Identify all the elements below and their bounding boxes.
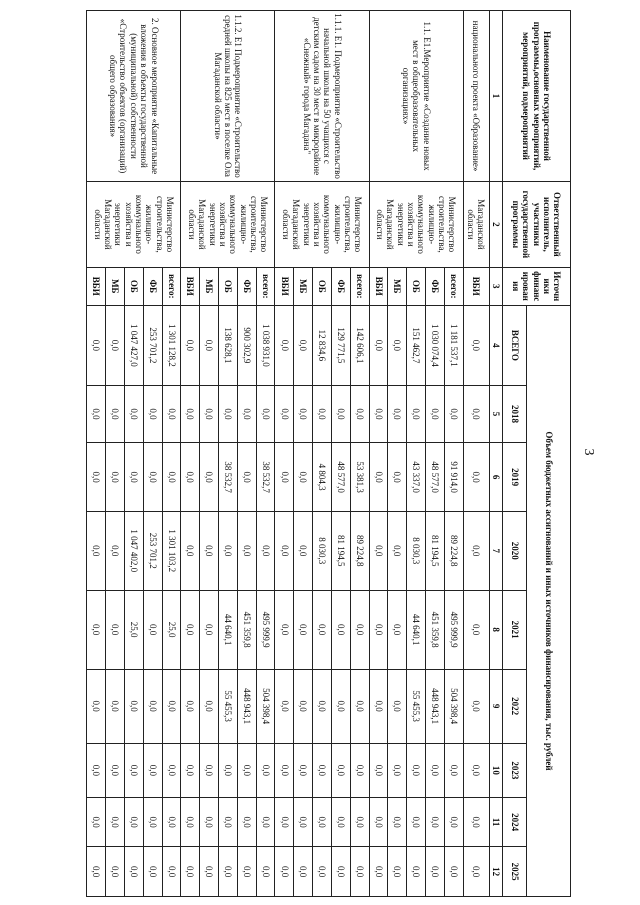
value-year: 0,0: [313, 743, 332, 797]
value-year: 0,0: [219, 511, 238, 590]
value-year: 0,0: [87, 511, 106, 590]
value-year: 55 455,3: [407, 669, 426, 743]
value-year: 0,0: [426, 847, 445, 897]
value-year: 0,0: [87, 590, 106, 669]
value-year: 0,0: [181, 847, 200, 897]
value-year: 0,0: [162, 743, 181, 797]
value-total: 253 701,2: [143, 305, 162, 385]
value-year: 0,0: [407, 385, 426, 442]
value-year: 0,0: [369, 797, 388, 847]
value-year: 89 224,8: [350, 511, 369, 590]
header-column-index: 3: [489, 267, 502, 305]
value-year: 0,0: [256, 797, 275, 847]
value-year: 0,0: [181, 443, 200, 512]
header-funding-group: Объем бюджетных ассигнований и иных источников финансирования, тыс. рублей: [527, 305, 571, 896]
table-row: [444, 11, 463, 897]
value-total: 0,0: [463, 305, 489, 385]
value-year: 0,0: [388, 443, 407, 512]
activity-name: национального проекта «Образование»: [463, 11, 489, 182]
value-year: 0,0: [350, 797, 369, 847]
value-total: 0,0: [369, 305, 388, 385]
funding-table: [86, 10, 571, 897]
value-year: 0,0: [143, 847, 162, 897]
funding-source: ОБ: [407, 267, 426, 305]
value-total: 1 301 128,2: [162, 305, 181, 385]
funding-source: МБ: [200, 267, 219, 305]
header-source: Источники финансирования: [503, 267, 571, 305]
activity-name: 2. Основное мероприятие «Капитальные вложения в объекты государственной (муниципальной) собственности «Строительство объектов (организаций) общего образования»: [87, 11, 181, 182]
value-year: 48 577,0: [331, 443, 350, 512]
value-year: 0,0: [219, 743, 238, 797]
value-year: 451 359,8: [237, 590, 256, 669]
header-column-index: 2: [489, 182, 502, 268]
funding-source: ФБ: [426, 267, 445, 305]
header-year: 2018: [503, 385, 527, 442]
value-year: 0,0: [143, 743, 162, 797]
header-column-index: 9: [489, 669, 502, 743]
value-year: 0,0: [313, 847, 332, 897]
table-row: [256, 11, 275, 897]
responsible-executor: Министерство строительства, жилищно-коммунального хозяйства и энергетики Магаданской области: [275, 182, 369, 268]
value-year: 38 532,7: [219, 443, 238, 512]
value-year: 0,0: [463, 511, 489, 590]
value-year: 0,0: [200, 847, 219, 897]
value-year: 0,0: [106, 847, 125, 897]
value-year: 0,0: [331, 590, 350, 669]
value-year: 0,0: [181, 511, 200, 590]
value-year: 0,0: [162, 443, 181, 512]
value-total: 129 771,5: [331, 305, 350, 385]
value-year: 0,0: [369, 511, 388, 590]
value-year: 0,0: [350, 743, 369, 797]
header-name: Наименование государственной программы,основных мероприятий, мероприятий, подмероприятий: [503, 11, 571, 182]
value-year: 81 194,5: [331, 511, 350, 590]
value-year: 8 030,3: [407, 511, 426, 590]
value-year: 0,0: [294, 847, 313, 897]
funding-source: ФБ: [331, 267, 350, 305]
value-total: 0,0: [200, 305, 219, 385]
funding-source: ВБИ: [369, 267, 388, 305]
value-year: 0,0: [444, 847, 463, 897]
value-total: 0,0: [87, 305, 106, 385]
value-year: 0,0: [444, 385, 463, 442]
value-year: 0,0: [369, 443, 388, 512]
value-year: 0,0: [106, 590, 125, 669]
header-column-index: 7: [489, 511, 502, 590]
value-year: 0,0: [124, 847, 143, 897]
value-year: 448 943,1: [426, 669, 445, 743]
value-year: 0,0: [162, 385, 181, 442]
funding-source: ОБ: [124, 267, 143, 305]
value-year: 0,0: [106, 797, 125, 847]
value-year: 0,0: [350, 669, 369, 743]
funding-source: МБ: [106, 267, 125, 305]
value-year: 0,0: [369, 590, 388, 669]
value-year: 0,0: [275, 797, 294, 847]
table-header: [489, 11, 570, 897]
table-row: [463, 11, 489, 897]
value-year: 0,0: [369, 385, 388, 442]
value-year: 0,0: [463, 847, 489, 897]
value-year: 0,0: [463, 797, 489, 847]
value-year: 0,0: [200, 443, 219, 512]
responsible-executor: Министерство строительства, жилищно-коммунального хозяйства и энергетики Магаданской области: [87, 182, 181, 268]
value-year: 0,0: [350, 385, 369, 442]
value-total: 138 628,1: [219, 305, 238, 385]
value-year: 0,0: [124, 385, 143, 442]
value-year: 0,0: [426, 797, 445, 847]
value-year: 495 999,9: [444, 590, 463, 669]
value-year: 0,0: [162, 669, 181, 743]
value-year: 0,0: [87, 847, 106, 897]
value-year: 0,0: [143, 590, 162, 669]
value-year: 0,0: [275, 511, 294, 590]
value-year: 8 030,3: [313, 511, 332, 590]
value-year: 89 224,8: [444, 511, 463, 590]
value-year: 495 999,9: [256, 590, 275, 669]
value-year: 0,0: [219, 797, 238, 847]
value-year: 0,0: [162, 847, 181, 897]
value-total: 0,0: [388, 305, 407, 385]
value-year: 0,0: [294, 669, 313, 743]
header-year: 2023: [503, 743, 527, 797]
value-year: 38 532,7: [256, 443, 275, 512]
value-year: 0,0: [331, 797, 350, 847]
value-year: 0,0: [388, 743, 407, 797]
value-year: 0,0: [294, 743, 313, 797]
value-total: 12 834,6: [313, 305, 332, 385]
value-year: 43 337,0: [407, 443, 426, 512]
value-year: 0,0: [294, 385, 313, 442]
value-year: 0,0: [181, 669, 200, 743]
funding-table-sheet: [86, 10, 571, 897]
value-year: 53 381,3: [350, 443, 369, 512]
value-year: 0,0: [143, 385, 162, 442]
value-year: 0,0: [237, 797, 256, 847]
value-year: 0,0: [124, 797, 143, 847]
value-total: 0,0: [294, 305, 313, 385]
header-total: ВСЕГО: [503, 305, 527, 385]
value-year: 0,0: [181, 797, 200, 847]
value-year: 0,0: [181, 743, 200, 797]
value-year: 0,0: [331, 743, 350, 797]
value-year: 91 914,0: [444, 443, 463, 512]
funding-source: ВБИ: [181, 267, 200, 305]
value-year: 0,0: [106, 669, 125, 743]
value-year: 0,0: [124, 669, 143, 743]
value-year: 0,0: [181, 590, 200, 669]
header-year: 2021: [503, 590, 527, 669]
funding-source: ВБИ: [87, 267, 106, 305]
value-year: 0,0: [219, 847, 238, 897]
value-year: 0,0: [237, 511, 256, 590]
value-year: 0,0: [143, 797, 162, 847]
value-total: 0,0: [275, 305, 294, 385]
value-year: 0,0: [256, 847, 275, 897]
value-year: 0,0: [237, 443, 256, 512]
funding-source: всего:: [444, 267, 463, 305]
value-year: 0,0: [256, 511, 275, 590]
value-year: 0,0: [87, 669, 106, 743]
value-year: 504 398,4: [444, 669, 463, 743]
value-year: 0,0: [106, 443, 125, 512]
value-year: 0,0: [463, 385, 489, 442]
value-year: 0,0: [350, 590, 369, 669]
value-year: 0,0: [256, 385, 275, 442]
table-row: [350, 11, 369, 897]
value-year: 0,0: [313, 385, 332, 442]
value-year: 0,0: [106, 743, 125, 797]
value-year: 0,0: [313, 797, 332, 847]
value-year: 0,0: [350, 847, 369, 897]
value-year: 451 359,8: [426, 590, 445, 669]
value-year: 0,0: [294, 590, 313, 669]
value-year: 0,0: [106, 385, 125, 442]
header-column-index: 1: [489, 11, 502, 182]
value-year: 0,0: [275, 743, 294, 797]
value-year: 0,0: [87, 385, 106, 442]
activity-name: 1.1.1. Е1. Подмероприятие «Строительство начальной школы на 50 учащихся с детским садом на 30 мест в микрорайоне «Снежный» города Магадана": [275, 11, 369, 182]
value-year: 0,0: [237, 385, 256, 442]
value-year: 0,0: [124, 443, 143, 512]
value-year: 0,0: [388, 511, 407, 590]
value-year: 25,0: [124, 590, 143, 669]
value-year: 0,0: [407, 847, 426, 897]
value-year: 44 640,1: [407, 590, 426, 669]
funding-source: ФБ: [143, 267, 162, 305]
value-year: 25,0: [162, 590, 181, 669]
value-year: 0,0: [426, 385, 445, 442]
value-year: 0,0: [275, 385, 294, 442]
value-year: 0,0: [313, 590, 332, 669]
table-body: [87, 11, 490, 897]
value-year: 0,0: [219, 385, 238, 442]
funding-source: всего:: [162, 267, 181, 305]
value-total: 0,0: [181, 305, 200, 385]
value-year: 0,0: [124, 743, 143, 797]
value-year: 504 398,4: [256, 669, 275, 743]
value-year: 0,0: [388, 797, 407, 847]
header-column-index: 5: [489, 385, 502, 442]
value-year: 0,0: [463, 743, 489, 797]
value-year: 0,0: [200, 743, 219, 797]
header-year: 2024: [503, 797, 527, 847]
header-column-index: 8: [489, 590, 502, 669]
value-year: 0,0: [87, 443, 106, 512]
value-year: 0,0: [444, 743, 463, 797]
responsible-executor: Министерство строительства, жилищно-коммунального хозяйства и энергетики Магаданской области: [181, 182, 275, 268]
value-total: 1 030 074,4: [426, 305, 445, 385]
value-year: 0,0: [369, 847, 388, 897]
value-year: 81 194,5: [426, 511, 445, 590]
responsible-executor: Министерство строительства, жилищно-коммунального хозяйства и энергетики Магаданской области: [369, 182, 463, 268]
funding-source: ОБ: [313, 267, 332, 305]
value-year: 1 047 402,0: [124, 511, 143, 590]
funding-source: ВБИ: [275, 267, 294, 305]
funding-source: ВБИ: [463, 267, 489, 305]
value-year: 0,0: [237, 743, 256, 797]
value-year: 0,0: [200, 669, 219, 743]
header-column-index: 11: [489, 797, 502, 847]
activity-name: 1.1. Е1.Мероприятие «Создание новых мест в общеобразовательных организациях»: [369, 11, 463, 182]
funding-source: ОБ: [219, 267, 238, 305]
header-year: 2020: [503, 511, 527, 590]
value-year: 0,0: [369, 743, 388, 797]
value-year: 4 804,3: [313, 443, 332, 512]
value-year: 0,0: [237, 847, 256, 897]
value-total: 900 302,9: [237, 305, 256, 385]
table-row: [162, 11, 181, 897]
funding-source: всего:: [350, 267, 369, 305]
value-total: 1 181 537,1: [444, 305, 463, 385]
header-column-index: 4: [489, 305, 502, 385]
value-year: 0,0: [200, 385, 219, 442]
value-year: 253 701,2: [143, 511, 162, 590]
value-year: 0,0: [143, 669, 162, 743]
page-number: 3: [581, 448, 596, 456]
value-year: 0,0: [275, 590, 294, 669]
value-year: 0,0: [407, 797, 426, 847]
value-year: 0,0: [369, 669, 388, 743]
value-year: 0,0: [294, 511, 313, 590]
value-year: 0,0: [87, 797, 106, 847]
value-year: 0,0: [294, 443, 313, 512]
value-year: 0,0: [388, 385, 407, 442]
value-year: 0,0: [200, 590, 219, 669]
value-year: 0,0: [331, 669, 350, 743]
value-year: 0,0: [275, 669, 294, 743]
value-year: 0,0: [331, 385, 350, 442]
value-year: 0,0: [463, 669, 489, 743]
header-column-index: 6: [489, 443, 502, 512]
value-year: 48 577,0: [426, 443, 445, 512]
value-year: 0,0: [181, 385, 200, 442]
value-total: 0,0: [106, 305, 125, 385]
funding-source: ФБ: [237, 267, 256, 305]
value-total: 142 606,1: [350, 305, 369, 385]
activity-name: 1.1.2. Е1 Подмероприятие «Строительство средней школы на 825 мест в поселке Ола Магаданской области»: [181, 11, 275, 182]
header-year: 2022: [503, 669, 527, 743]
value-year: 0,0: [294, 797, 313, 847]
value-year: 0,0: [162, 797, 181, 847]
header-column-index: 12: [489, 847, 502, 897]
value-year: 0,0: [388, 847, 407, 897]
value-year: 0,0: [256, 743, 275, 797]
value-total: 1 038 931,0: [256, 305, 275, 385]
header-column-index: 10: [489, 743, 502, 797]
value-year: 0,0: [388, 590, 407, 669]
header-responsible: Ответственный исполнитель, участники государственной программы: [503, 182, 571, 268]
value-year: 0,0: [388, 669, 407, 743]
value-year: 0,0: [143, 443, 162, 512]
value-year: 0,0: [275, 847, 294, 897]
value-year: 0,0: [87, 743, 106, 797]
value-year: 1 301 103,2: [162, 511, 181, 590]
value-year: 0,0: [331, 847, 350, 897]
value-total: 1 047 427,0: [124, 305, 143, 385]
value-year: 44 640,1: [219, 590, 238, 669]
value-year: 448 943,1: [237, 669, 256, 743]
header-year: 2019: [503, 443, 527, 512]
header-year: 2025: [503, 847, 527, 897]
funding-source: всего:: [256, 267, 275, 305]
value-year: 0,0: [444, 797, 463, 847]
value-year: 55 455,3: [219, 669, 238, 743]
value-year: 0,0: [426, 743, 445, 797]
value-year: 0,0: [313, 669, 332, 743]
funding-source: МБ: [388, 267, 407, 305]
value-total: 151 462,7: [407, 305, 426, 385]
value-year: 0,0: [463, 590, 489, 669]
value-year: 0,0: [407, 743, 426, 797]
value-year: 0,0: [463, 443, 489, 512]
responsible-executor: Магаданской области: [463, 182, 489, 268]
funding-source: МБ: [294, 267, 313, 305]
value-year: 0,0: [200, 797, 219, 847]
value-year: 0,0: [200, 511, 219, 590]
value-year: 0,0: [106, 511, 125, 590]
value-year: 0,0: [275, 443, 294, 512]
